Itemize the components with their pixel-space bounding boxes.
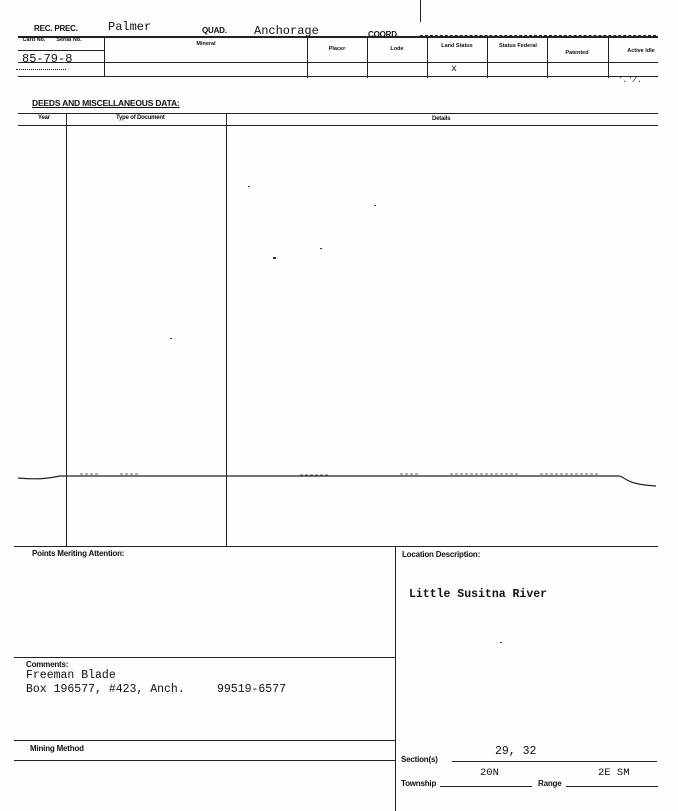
year-header: Year — [38, 115, 50, 121]
deeds-top-rule — [18, 113, 658, 114]
speck — [170, 338, 172, 339]
card-no-header: Card No. — [22, 37, 46, 43]
faint-row-mark — [16, 69, 66, 70]
location-value: Little Susitna River — [409, 588, 548, 601]
comments-line1: Freeman Blade — [26, 669, 116, 682]
header-mid-rule — [18, 62, 658, 63]
placer-header: Placer — [328, 46, 346, 52]
rec-prec-label: REC. PREC. — [34, 24, 78, 33]
status-federal-left-divider — [487, 38, 488, 78]
status-federal-header: Status Federal — [499, 43, 537, 49]
page-crease-line — [0, 468, 678, 496]
sections-value: 29, 32 — [495, 745, 537, 758]
mineral-left-divider — [104, 37, 105, 76]
active-idle-left-divider — [608, 38, 609, 78]
speck — [248, 186, 250, 187]
speck — [374, 205, 376, 206]
points-label: Points Meriting Attention: — [32, 549, 125, 558]
header-bottom-rule — [18, 76, 658, 77]
township-line — [440, 786, 532, 787]
land-status-left-divider — [427, 38, 428, 78]
details-header: Details — [432, 116, 451, 122]
mining-method-label: Mining Method — [30, 744, 84, 753]
comments-line2: Box 196577, #423, Anch. — [26, 683, 185, 696]
deeds-title: DEEDS AND MISCELLANEOUS DATA: — [32, 98, 180, 108]
sections-label: Section(s) — [401, 755, 438, 764]
sections-line — [452, 761, 657, 762]
coord-label: COORD. — [368, 30, 399, 39]
township-value: 20N — [480, 767, 499, 779]
top-tick-line — [420, 0, 421, 22]
land-status-mark: x — [451, 64, 458, 75]
mineral-header: Mineral — [196, 41, 216, 47]
deeds-bottom-rule — [14, 546, 658, 547]
mining-top-rule — [14, 740, 395, 741]
mining-bottom-rule — [14, 760, 395, 761]
township-label: Township — [401, 779, 437, 788]
range-label: Range — [538, 779, 562, 788]
placer-left-divider — [307, 38, 308, 78]
lode-left-divider — [367, 38, 368, 78]
land-status-header: Land Status — [441, 43, 473, 49]
location-label: Location Description: — [402, 550, 481, 559]
type-header: Type of Document — [116, 115, 165, 121]
deeds-header-rule — [18, 125, 658, 126]
active-idle-mark: '.'/. — [618, 76, 643, 85]
range-line — [566, 786, 658, 787]
lower-center-divider — [395, 546, 396, 811]
comments-label: Comments: — [26, 660, 69, 669]
card-header-underline — [18, 50, 104, 51]
patented-header: Patented — [565, 50, 589, 56]
speck — [273, 257, 276, 259]
comments-zip: 99519-6577 — [217, 683, 287, 696]
patented-left-divider — [547, 38, 548, 78]
header-top-rule — [18, 36, 658, 38]
comments-top-rule — [14, 657, 395, 658]
lode-header: Lode — [390, 46, 404, 52]
quad-value: Anchorage — [254, 24, 319, 38]
speck — [500, 642, 502, 643]
quad-label: QUAD. — [202, 26, 227, 35]
card-serial-value: 85-79-8 — [22, 52, 73, 66]
active-idle-header: Active Idle — [627, 48, 655, 54]
serial-no-header: Serial No. — [56, 37, 82, 43]
rec-prec-value: Palmer — [108, 20, 152, 34]
range-value: 2E SM — [598, 767, 630, 779]
speck — [320, 248, 322, 249]
